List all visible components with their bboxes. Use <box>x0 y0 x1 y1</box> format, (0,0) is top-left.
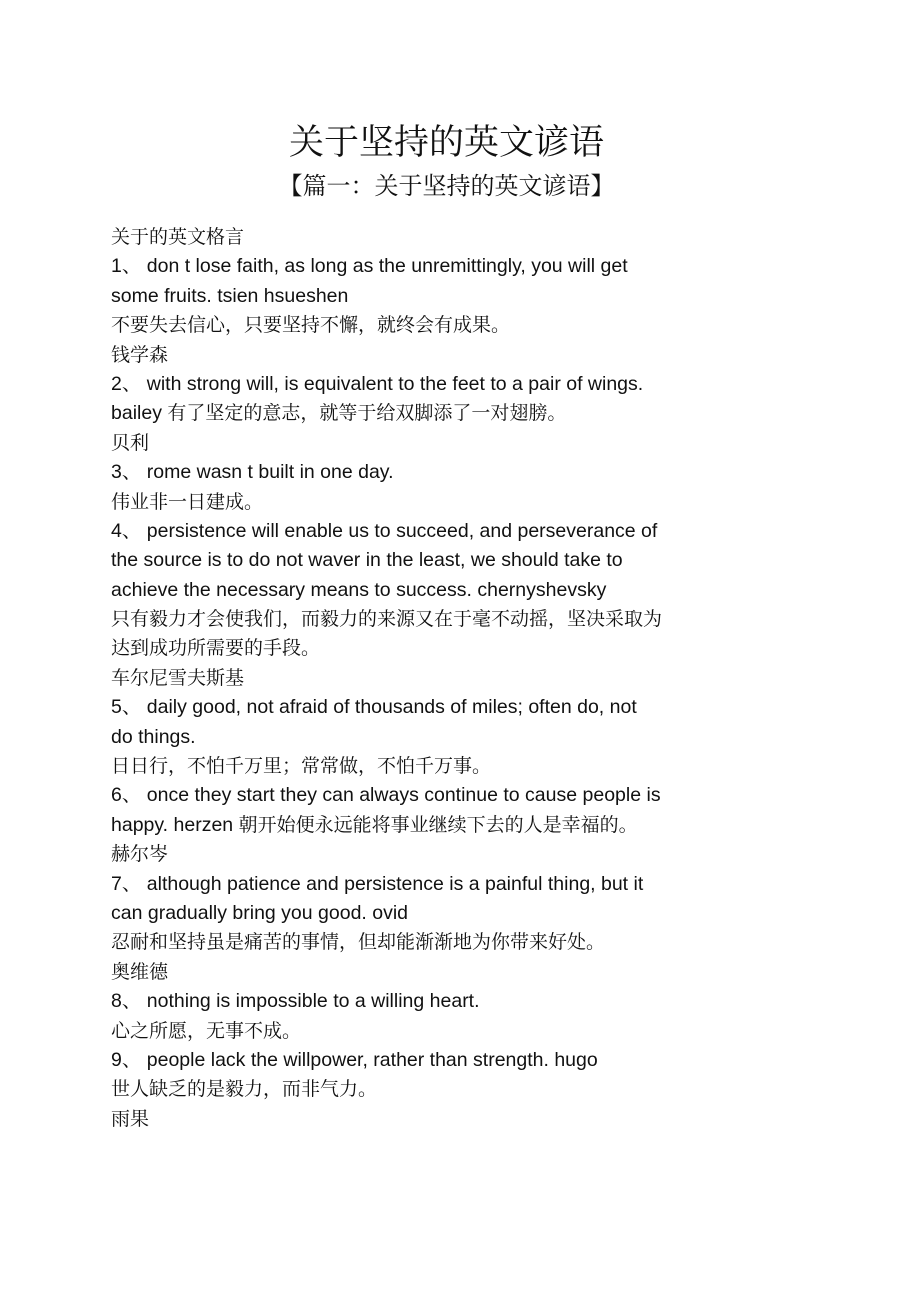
document-title: 关于坚持的英文谚语 <box>288 123 604 163</box>
entry-4-translation-line-1: 只有毅力才会使我们，而毅力的来源又在于毫不动摇，坚决采取为 <box>111 608 663 631</box>
entry-2-author: 贝利 <box>111 431 150 454</box>
entry-7-en-line-1: 7、 although patience and persistence is a painful thing, but it <box>111 872 644 895</box>
entry-7-en-line-2: can gradually bring you good. ovid <box>111 901 409 924</box>
entry-7-translation: 忍耐和坚持虽是痛苦的事情，但却能渐渐地为你带来好处。 <box>111 931 606 954</box>
entry-1-en-line-2: some fruits. tsien hsueshen <box>111 284 349 307</box>
entry-3-translation: 伟业非一日建成。 <box>111 490 264 513</box>
entry-6-en-line-1: 6、 once they start they can always continue to cause people is <box>111 784 661 807</box>
entry-2-mixed-line <box>111 399 751 428</box>
entry-9-author: 雨果 <box>111 1107 150 1130</box>
document-subtitle: 【篇一：关于坚持的英文谚语】 <box>278 172 615 200</box>
entry-8-translation: 心之所愿，无事不成。 <box>111 1019 302 1042</box>
entry-2-translation: 有了坚定的意志，就等于给双脚添了一对翅膀。 <box>167 402 567 425</box>
entry-4-en-line-2: the source is to do not waver in the least, we should take to <box>111 549 623 572</box>
entry-6-mixed-line <box>111 811 751 840</box>
entry-2-en-line-1: 2、 with strong will, is equivalent to the feet to a pair of wings. <box>111 372 644 395</box>
entry-6-author: 赫尔岑 <box>111 843 169 866</box>
entry-5-translation: 日日行，不怕千万里；常常做，不怕千万事。 <box>111 755 492 778</box>
entry-6-translation: 朝开始便永远能将事业继续下去的人是幸福的。 <box>238 813 638 836</box>
entry-1-en-line-1: 1、 don t lose faith, as long as the unremittingly, you will get <box>111 255 628 278</box>
entry-9-en-line-1: 9、 people lack the willpower, rather than strength. hugo <box>111 1048 598 1071</box>
entry-1-translation: 不要失去信心，只要坚持不懈，就终会有成果。 <box>111 314 511 337</box>
entry-6-author-en: happy. herzen <box>111 813 239 836</box>
entry-9-translation: 世人缺乏的是毅力，而非气力。 <box>111 1078 378 1101</box>
entry-3-en-line-1: 3、 rome wasn t built in one day. <box>111 461 394 484</box>
entry-5-en-line-2: do things. <box>111 725 196 748</box>
entry-4-translation-line-2: 达到成功所需要的手段。 <box>111 637 321 660</box>
entry-7-author: 奥维德 <box>111 960 169 983</box>
section-heading: 关于的英文格言 <box>111 226 245 248</box>
entry-1-author: 钱学森 <box>111 343 169 366</box>
entry-5-en-line-1: 5、 daily good, not afraid of thousands of miles; often do, not <box>111 696 637 719</box>
entry-4-author: 车尔尼雪夫斯基 <box>111 666 245 689</box>
entry-4-en-line-1: 4、 persistence will enable us to succeed, and perseverance of <box>111 519 658 542</box>
document-body <box>111 223 751 1134</box>
entry-8-en-line-1: 8、 nothing is impossible to a willing heart. <box>111 990 480 1013</box>
entry-4-en-line-3: achieve the necessary means to success. chernyshevsky <box>111 578 607 601</box>
entry-2-author-en: bailey <box>111 402 168 425</box>
